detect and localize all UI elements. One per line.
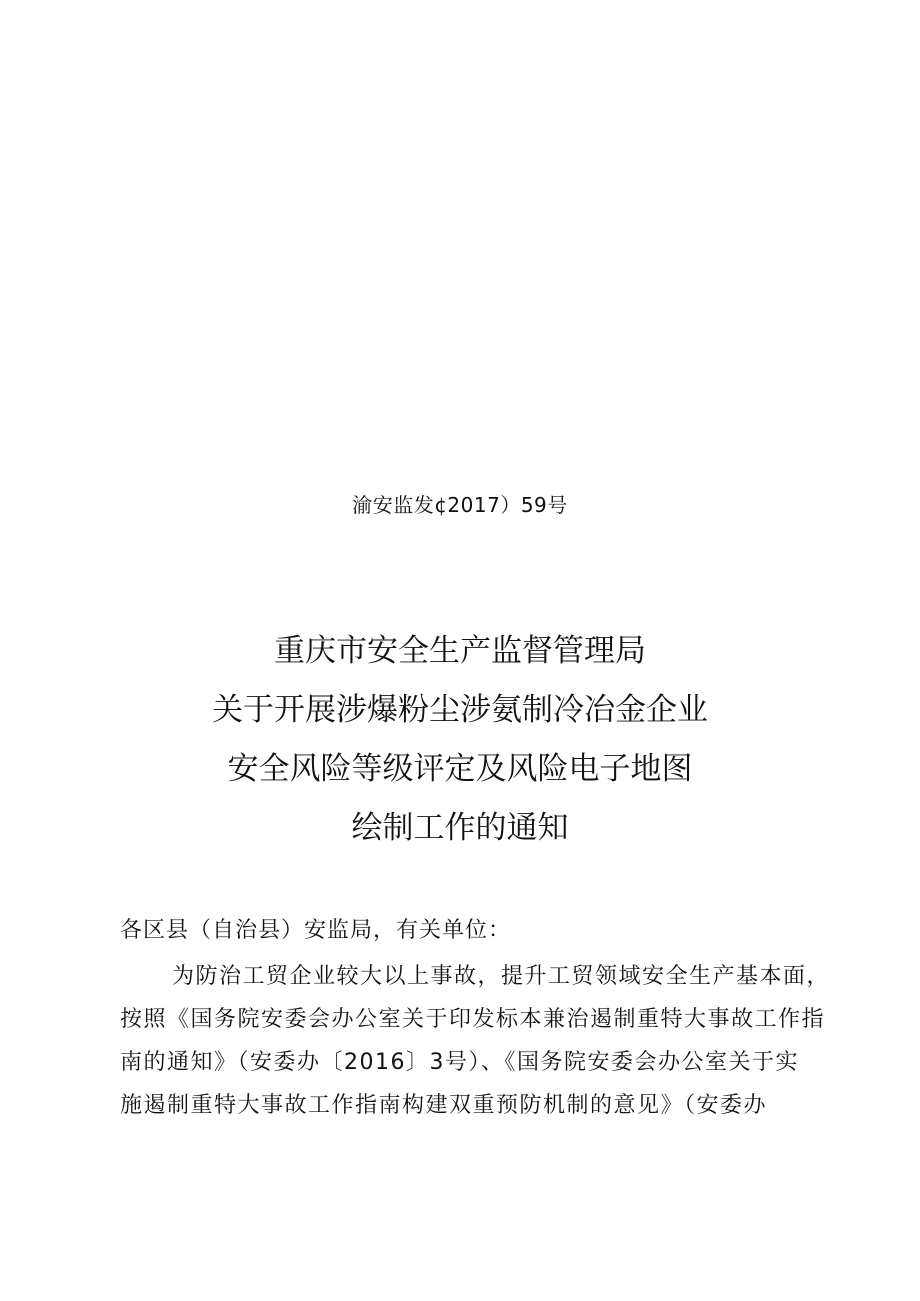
body-paragraph <box>120 955 840 1127</box>
title-line-4: 绘制工作的通知 <box>351 810 569 846</box>
salutation: 各区县（自治县）安监局，有关单位： <box>120 918 512 943</box>
title-line-2: 关于开展涉爆粉尘涉氨制冷冶金企业 <box>212 692 708 728</box>
body-line-4: 施遏制重特大事故工作指南构建双重预防机制的意见》（安委办 <box>120 1093 768 1118</box>
body-line-3: 南的通知》（安委办〔2016〕3号）、《国务院安委会办公室关于实 <box>120 1050 799 1075</box>
document-title <box>0 622 920 858</box>
body-line-1: 为防治工贸企业较大以上事故，提升工贸领域安全生产基本面， <box>172 964 831 989</box>
body-line-2: 按照《国务院安委会办公室关于印发标本兼治遏制重特大事故工作指 <box>120 1007 826 1032</box>
document-number: 渝安监发¢2017）59号 <box>352 493 568 517</box>
title-line-3: 安全风险等级评定及风险电子地图 <box>227 751 693 787</box>
title-line-1: 重庆市安全生产监督管理局 <box>274 633 646 669</box>
